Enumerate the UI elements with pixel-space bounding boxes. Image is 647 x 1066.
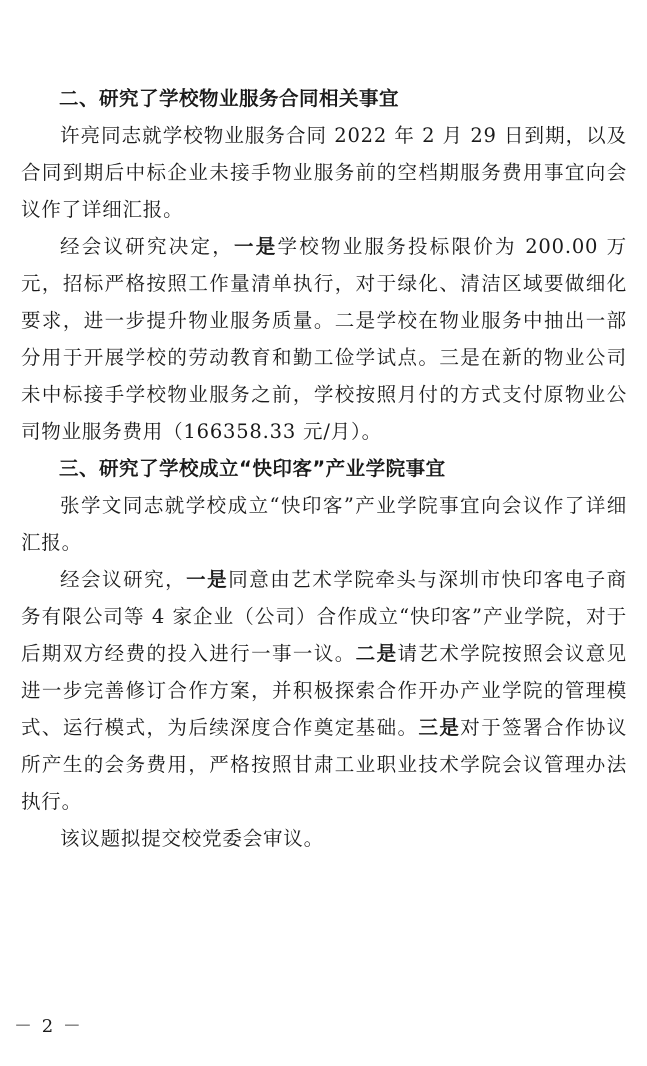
document-body bbox=[21, 80, 627, 857]
section2-p2-lead: 经会议研究决定， bbox=[60, 235, 234, 258]
section2-p2-point2-text: 学校在物业服务中抽出一部分用于开展学校的劳动教育和勤工俭学试点。 bbox=[21, 309, 627, 369]
section3-heading: 三、研究了学校成立“快印客”产业学院事宜 bbox=[59, 457, 446, 480]
section3-paragraph-2 bbox=[21, 561, 627, 820]
section3-p2-point1-text: 同意由艺术学院牵头与深圳市快印客电子商务有限公司等 4 家企业（公司）合作成立“快印客”产业学院，对于后期双方经费的投入进行一事一议。 bbox=[21, 568, 627, 665]
page-number: － 2 － bbox=[14, 1016, 83, 1037]
section3-p2-point2-label: 二是 bbox=[355, 642, 398, 665]
section2-paragraph-1: 许亮同志就学校物业服务合同 2022 年 2 月 29 日到期，以及合同到期后中标企业未接手物业服务前的空档期服务费用事宜向会议作了详细汇报。 bbox=[21, 124, 627, 221]
section2-p2-point1-text: 学校物业服务投标限价为 200.00 万元，招标严格按照工作量清单执行，对于绿化、清洁区域要做细化要求，进一步提升物业服务质量。 bbox=[21, 235, 627, 332]
section3-p2-point3-text: 对于签署合作协议所产生的会务费用，严格按照甘肃工业职业技术学院会议管理办法执行。 bbox=[21, 716, 628, 813]
section3-p2-point1-label: 一是 bbox=[186, 568, 229, 591]
section2-heading: 二、研究了学校物业服务合同相关事宜 bbox=[59, 87, 400, 110]
section3-p2-lead: 经会议研究， bbox=[60, 568, 187, 591]
section3-paragraph-3: 该议题拟提交校党委会审议。 bbox=[60, 827, 324, 850]
section3-paragraph-1: 张学文同志就学校成立“快印客”产业学院事宜向会议作了详细汇报。 bbox=[21, 494, 627, 554]
section3-p2-point3-label: 三是 bbox=[418, 716, 461, 739]
section2-p2-point1-label: 一是 bbox=[234, 235, 278, 258]
section2-p2-point3-label: 三是 bbox=[439, 346, 482, 369]
section2-p2-point3-text: 在新的物业公司未中标接手学校物业服务之前，学校按照月付的方式支付原物业公司物业服务费用（166358.33 元/月）。 bbox=[21, 346, 627, 443]
section3-p2-point2-text: 请艺术学院按照会议意见进一步完善修订合作方案，并积极探索合作开办产业学院的管理模式、运行模式，为后续深度合作奠定基础。 bbox=[21, 642, 627, 739]
section2-paragraph-2 bbox=[21, 228, 627, 450]
section2-p2-point2-label: 二是 bbox=[334, 309, 377, 332]
